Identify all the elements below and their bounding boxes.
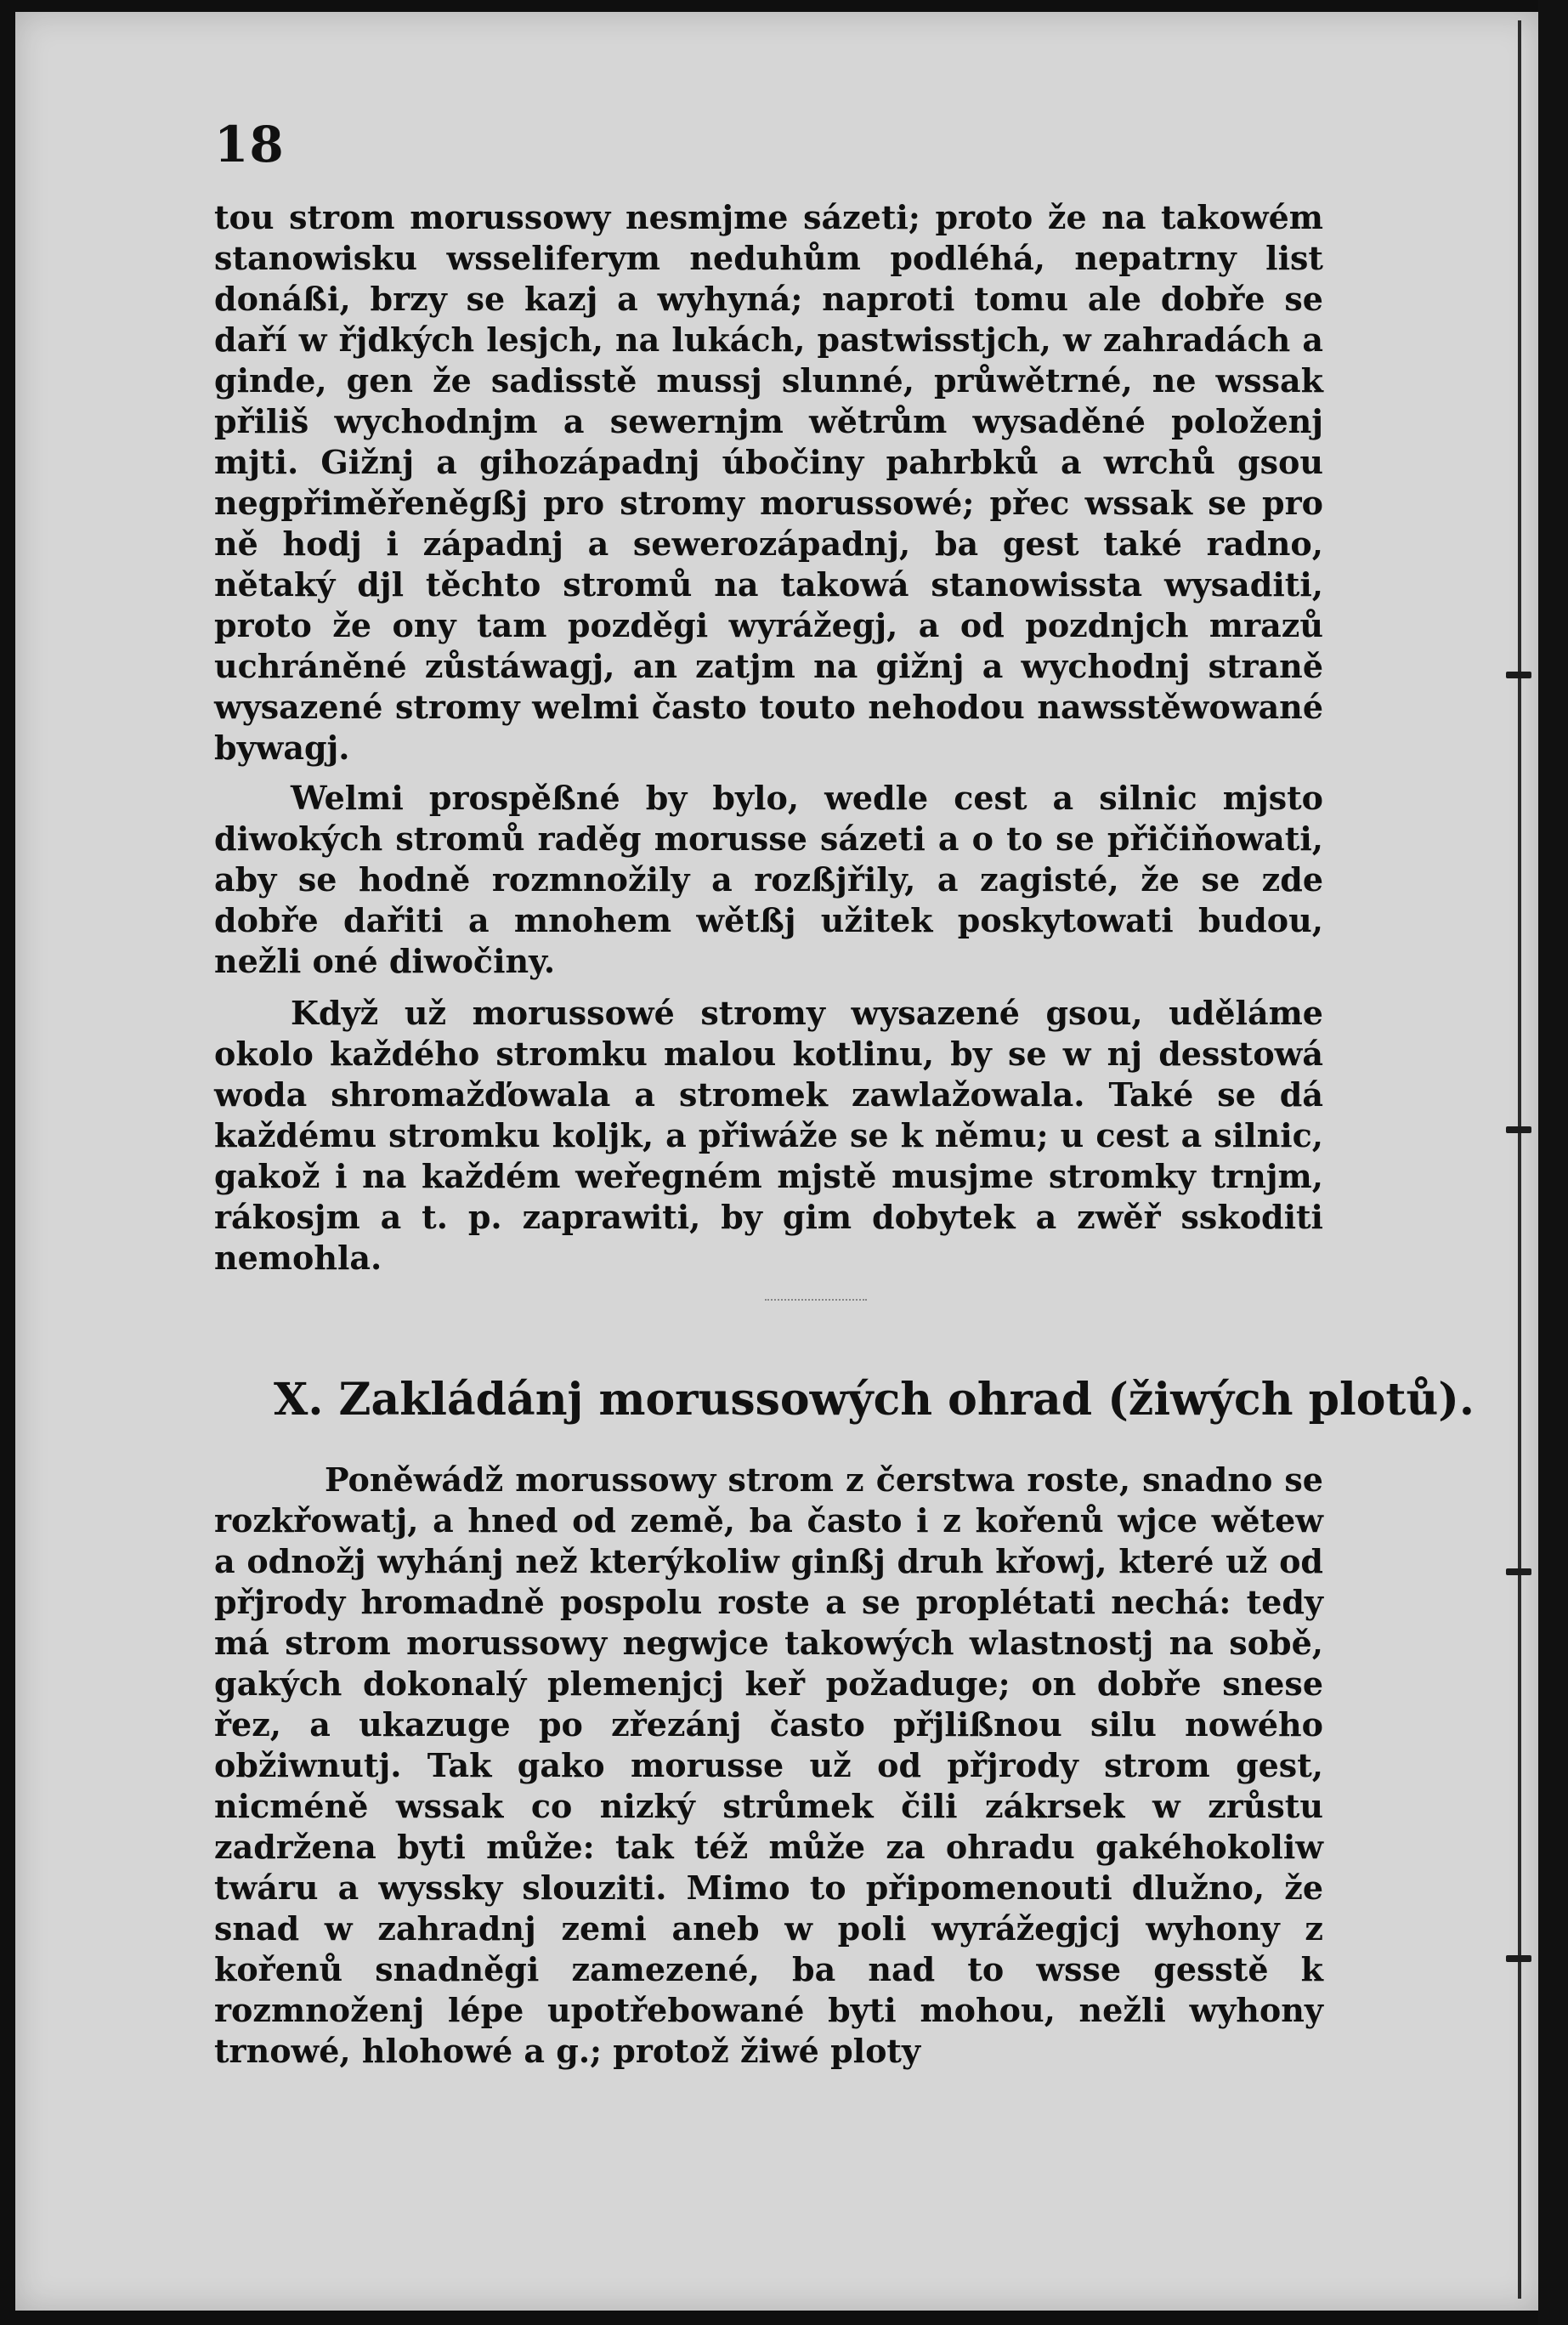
paragraph-3: Když už morussowé stromy wysazené gsou, uděláme okolo každého stromku malou kotlinu, by se w nj desstowá woda shromažďowala a stromek zawlažowala. Také se dá každému stromku koljk, a přiwáže se k němu; u cest a silnic, gakož i na každém weřegném mjstě musjme stromky trnjm, rákosjm a t. p. zaprawiti, by gim dobytek a zwěř sskoditi nemohla. <box>214 994 1323 1277</box>
paragraph-4: Poněwádž morussowy strom z čerstwa roste, snadno se rozkřowatj, a hned od země, ba často i z kořenů wjce wětew a odnožj wyhánj než kterýkoliw ginßj druh křowj, které už od přjrody hromadně pospolu roste a se proplétati nechá: tedy má strom morussowy negwjce takowých wlastnostj na sobě, gakých dokonalý plemenjcj keř požaduge; on dobře snese řez, a ukazuge po zřezánj často přjlißnou silu nowého obžiwnutj. Tak gako morusse už od přjrody strom gest, nicméně wssak co nizký strůmek čili zákrsek w zrůstu zadržena byti může: tak též může za ohradu gakéhokoliw twáru a wyssky slouziti. Mimo to připomenouti dlužno, že snad w zahradnj zemi aneb w poli wyrážegjcj wyhony z kořenů snadněgi zamezené, ba nad to wsse gesstě k rozmnoženj lépe upotřebowané byti mohou, nežli wyhony trnowé, hlohowé a g.; protož žiwé ploty <box>214 1460 1323 2070</box>
page-number: 18 <box>214 116 285 173</box>
binding-marker-middle <box>1506 1126 1531 1133</box>
paragraph-1: tou strom morussowy nesmjme sázeti; proto že na takowém stanowisku wsseliferym neduhům podléhá, nepatrny list donáßi, brzy se kazj a wyhyná; naproti tomu ale dobře se daří w řjdkých lesjch, na lukách, pastwisstjch, w zahradách a ginde, gen že sadisstě mussj slunné, průwětrné, ne wssak přiliš wychodnjm a sewernjm wětrům wysaděné položenj mjti. Gižnj a gihozápadnj úbočiny pahrbků a wrchů gsou negpřiměřeněgßj pro stromy morussowé; přec wssak se pro ně hodj i západnj a sewerozápadnj, ba gest také radno, nětaký djl těchto stromů na takowá stanowissta wysaditi, proto že ony tam pozděgi wyrážegj, a od pozdnjch mrazů uchráněné zůstáwagj, an zatjm na gižnj a wychodnj straně wysazené stromy welmi často touto nehodou nawsstěwowané bywagj. <box>214 198 1323 767</box>
section-title: X. Zakládánj morussowých ohrad (žiwých plotů). <box>274 1374 1475 1426</box>
page-edge <box>1538 0 1568 2325</box>
binding-marker-top <box>1506 672 1531 678</box>
paragraph-2: Welmi prospěßné by bylo, wedle cest a silnic mjsto diwokých stromů raděg morusse sázeti a o to se přičiňowati, aby se hodně rozmnožily a rozßjřily, a zagisté, že se zde dobře dařiti a mnohem wětßj užitek poskytowati budou, nežli oné diwočiny. <box>214 779 1323 980</box>
binding-marker-bottom <box>1506 1955 1531 1962</box>
binding-marker-lower <box>1506 1568 1531 1575</box>
section-separator <box>765 1299 867 1301</box>
